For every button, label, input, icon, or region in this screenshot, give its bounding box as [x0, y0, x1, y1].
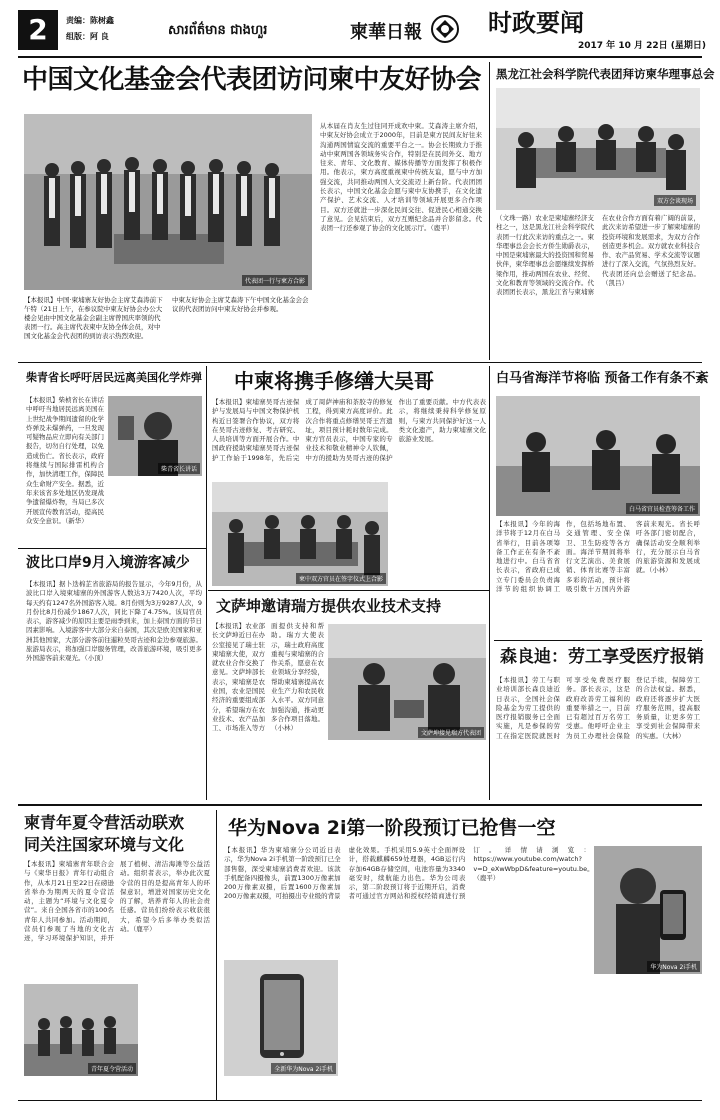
white-horse-photo — [496, 396, 700, 516]
lead-photo-label: 代表团一行与柬方合影 — [242, 275, 308, 286]
cambodia-china-photo — [212, 482, 388, 586]
youth-headline-2: 同关注国家环境与文化 — [24, 835, 185, 854]
bottom-rule — [18, 1100, 702, 1101]
youth-body: 【本报讯】柬埔寨青年联合会与《柬华日报》青年行动组合作，从本月21日至22日在磅逊省举办为期两天的夏令营活动，主题为“环境与文化夏令营”。来自全国各省市的100名青年人共同参加。活动期间，营员们参观了当地的文化古迹，学习环境保护知识，并开展了植树、清洁海滩等公益活动。组织者表示，举办此次夏令营的目的是提高青年人的环保意识，增进对国家历史文化的了解，培养青年人的社会责任感。营员们纷纷表示收获很大，希望今后多举办类似活动。（鹿平） — [24, 860, 210, 943]
col-divider — [489, 366, 490, 800]
lead-caption-2: 中柬友好协会主席艾森涛下午中国文化基金会会议的代表团访问中柬友好协会并参观。 — [172, 296, 309, 313]
agriculture-headline: 文萨坤邀请瑞方提供农业技术支持 — [216, 597, 442, 615]
agriculture-photo — [328, 624, 486, 740]
lead-body: 从本届在肖友生过往同开成欢中柬。艾森涛主席介绍，中柬友好协会成立于2000年，目前是柬方民间友好往来沟通两国情谊交流的重要平台之一。协会长期致力于推动中柬两国各领域务实合作，特别是在民间外交、地方往来、青年、文化教育、媒体传播等方面发挥了积极作用。他表示，柬方高度重视柬中传统友谊，愿与中方加强交流，共同推动两国人文交流迈上新台阶。代表团团长表示，中国文化基金会愿与柬中友协携手，在文化遗产保护、艺术交流、人才培训等领域开展更多合作项目。双方还就进一步深化民间交往、促进民心相通交换了意见。会见结束后，双方互赠纪念品并合影留念。代表团一行还参观了协会的文化展示厅。（鹿平） — [320, 122, 482, 233]
page-number: 2 — [18, 10, 58, 50]
fire-headline: 柴青省长呼吁居民远离美国化学炸弹 — [26, 371, 202, 384]
section-rule-2 — [494, 640, 702, 641]
heilongjiang-photo-label: 双方会谈现场 — [654, 195, 696, 206]
huawei-body: 【本报讯】华为柬埔寨分公司近日表示，华为Nova 2i手机第一阶段预订已全部售罄，深受柬埔寨消费者欢迎。该款手机配备四摄像头，前置1300万像素加200万像素双摄，后置1600万像素加200万像素双摄，可拍摄出专业级的背景虚化效果。手机采用5.9英寸全面屏设计，搭载麒麟659处理器，4GB运行内存加64GB存储空间，电池容量为3340毫安时，续航能力出色。华为公司表示，第二阶段预订将于近期开启，消费者可通过官方网站和授权经销商进行预订。详情请浏览：https://www.youtube.com/watch?v=D_eXwWbpD&feature=youtu.be。（鹿平） — [224, 846, 594, 901]
fire-body: 【本报讯】柴桢省长在讲话中呼吁当地居民远离美国在上世纪战争期间遗留的化学炸弹及未爆弹药，一旦发现可疑物品应立即向有关部门报告，切勿自行处理，以免造成伤亡。省长表示，政府将继续与国际排雷机构合作，加快清理工作，保障民众生命财产安全。据悉，近年来该省多处地区仍发现战争遗留爆炸物，当局已多次开展宣传教育活动，提高民众安全意识。（新华） — [26, 396, 104, 525]
youth-photo-label: 青年夏令营活动 — [88, 1063, 136, 1074]
masthead — [18, 9, 706, 54]
fire-photo — [108, 396, 202, 476]
section-rule-4 — [208, 590, 489, 591]
paper-logo — [168, 12, 458, 46]
agriculture-body-cont — [328, 744, 486, 798]
cambodia-china-headline: 中柬将携手修缮大吴哥 — [234, 369, 434, 393]
section-rule-1 — [18, 362, 702, 363]
col-divider — [489, 62, 490, 360]
section-title: 时政要闻 — [488, 9, 584, 37]
cambodia-china-body-cont — [392, 482, 486, 586]
huawei-body-cont — [594, 978, 702, 1076]
section-rule-3 — [18, 548, 206, 549]
logo-icon — [430, 14, 460, 44]
white-horse-photo-label: 白马省官员检查筹备工作 — [626, 503, 698, 514]
section-rule-5 — [18, 804, 702, 806]
border-body: 【本报讯】据卜迭棉芷省旅游局的报告显示，今年9月份，从波比口岸入境柬埔寨的外国游客人数达3万7420人次，平均每天约有1247名外国游客入境。8月份则为3万9287人次，9月份比8月份减少1867人次，同比下降了4.75%。该局官员表示，游客减少的原因主要是雨季到来，加上泰国方面的节日因素影响。入境游客中大部分来自泰国，其次是欧美国家和亚洲其他国家，大部分游客前往暹粒吴哥古迹和金边参观旅游。旅游局表示，将加强口岸服务管理，改善旅游环境，吸引更多外国游客前来观光。（小顶） — [26, 580, 202, 663]
huawei-photo-2-label: 华为Nova 2i手机 — [647, 961, 700, 972]
heilongjiang-body: （文珠一路）农业是柬埔寨经济支柱之一，这是黑龙江社会科学院代表团一行此次来访的重点之一。柬华理事总会会长方侨生勋爵表示，中国是柬埔寨最大的投资国和贸易伙伴，柬华理事总会愿继续发挥桥梁作用，推动两国在农业、经贸、文化和教育等领域的交流合作。代表团团长表示，黑龙江省与柬埔寨在农业合作方面有着广阔的前景，此次来访希望进一步了解柬埔寨的投资环境和发展需求，为双方合作创造更多机会。双方就农业科技合作、农产品贸易、学术交流等议题进行了深入交流，气氛热烈友好。代表团还向总会赠送了纪念品。（凯吕） — [496, 214, 700, 297]
labor-headline: 森良迪：劳工享受医疗报销 — [500, 647, 704, 667]
huawei-headline: 华为Nova 2i第一阶段预订已抢售一空 — [228, 817, 556, 839]
youth-headline-1: 柬青年夏令营活动联欢 — [24, 813, 185, 832]
lead-photo — [24, 114, 312, 290]
huawei-photo-2 — [594, 846, 702, 974]
white-horse-body: 【本报讯】今年的海洋节将于12月在白马省举行，目前各项筹备工作正在有条不紊地进行中。白马省省长表示，省政府已成立专门委员会负责海洋节的组织协调工作，包括场地布置、交通管理、安全保卫、卫生防疫等各方面。海洋节期间将举行文艺演出、美食展销、体育比赛等丰富多彩的活动，预计将吸引数十万国内外游客前来观光。省长呼吁各部门密切配合，确保活动安全顺利举行，充分展示白马省的旅游资源和发展成就。（小林） — [496, 520, 700, 594]
white-horse-headline: 白马省海洋节将临 预备工作有条不紊 — [496, 371, 709, 386]
cambodia-china-body: 【本报讯】柬埔寨吴哥古迹保护与发展局与中国文物保护机构近日签署合作协议，双方将在吴哥古迹修复、考古研究、人员培训等方面开展合作。中国政府援助柬埔寨吴哥古迹保护工作始于1998年，先后完成了周萨神庙和茶胶寺的修复工程，得到柬方高度评价。此次合作将重点修缮吴哥王宫遗址，项目预计耗时数年完成。柬方官员表示，中国专家的专业技术和敬业精神令人钦佩，中方的援助为吴哥古迹的保护作出了重要贡献。中方代表表示，将继续秉持科学修复原则，与柬方共同保护好这一人类文化遗产，助力柬埔寨文化旅游业发展。 — [212, 398, 486, 462]
fire-photo-label: 柴青省长讲话 — [158, 463, 200, 474]
youth-photo — [24, 984, 138, 1076]
heilongjiang-photo — [496, 88, 700, 210]
masthead-rule — [18, 56, 702, 58]
heilongjiang-headline: 黑龙江社会科学院代表团拜访柬华理事总会 — [496, 67, 715, 81]
lead-caption: 【本报讯】中国·柬埔寨友好协会主席艾森涛前下午特（21日上午，在参议院中柬友好协会办公大楼会见由中国文化基金会副主席曾国庆率领的代表团一行。高主席代表柬中友协全体会员，对中国文化基金会代表团的到访表示热烈欢迎。 — [24, 296, 163, 340]
lead-headline: 中国文化基金会代表团访问柬中友好协会 — [22, 65, 482, 95]
agriculture-photo-label: 文萨坤接见瑞方代表团 — [418, 727, 484, 738]
layout-label: 组版：阿 良 — [66, 32, 109, 41]
huawei-photo — [224, 960, 338, 1076]
col-divider — [206, 366, 207, 800]
editor-label: 责编：陈树鑫 — [66, 16, 114, 25]
cambodia-china-photo-label: 柬中双方官员在签字仪式上合影 — [296, 573, 386, 584]
labor-body: 【本报讯】劳工与职业培训部长森良迪近日表示，全国社会保险基金为劳工提供的医疗报销服务已全面实施，凡是参保的劳工在指定医院就医时可享受免费医疗服务。部长表示，这是政府改善劳工福利的重要举措之一，目前已有超过百万名劳工受惠。他呼吁企业主为员工办理社会保险登记手续，保障劳工的合法权益。据悉，政府还将逐步扩大医疗服务范围，提高服务质量，让更多劳工享受到社会保障带来的实惠。（大林） — [496, 676, 700, 740]
issue-date: 2017 年 10 月 22日 (星期日) — [578, 41, 706, 51]
fire-body-cont — [26, 480, 202, 544]
border-headline: 波比口岸9月入境游客减少 — [26, 555, 190, 571]
youth-body-cont — [142, 984, 210, 1076]
paper-name-chinese: 柬華日報 — [350, 22, 422, 43]
col-divider — [216, 810, 217, 1100]
huawei-photo-label: 全新华为Nova 2i手机 — [271, 1063, 336, 1074]
paper-name-khmer: សារព័ត៌មាន ជាងហួរ — [168, 23, 268, 38]
agriculture-body: 【本报讯】农业部长文萨坤近日在办公室接见了瑞士驻柬埔寨大使，双方就农业合作交换了意见。文萨坤部长表示，柬埔寨是农业国，农业是国民经济的重要组成部分，希望瑞方在农业技术、农产品加工、市场准入等方面提供支持和帮助。瑞方大使表示，瑞士政府高度重视与柬埔寨的合作关系，愿意在农业领域分享经验，帮助柬埔寨提高农业生产力和农民收入水平。双方同意加强沟通，推动更多合作项目落地。（小林） — [212, 622, 324, 733]
